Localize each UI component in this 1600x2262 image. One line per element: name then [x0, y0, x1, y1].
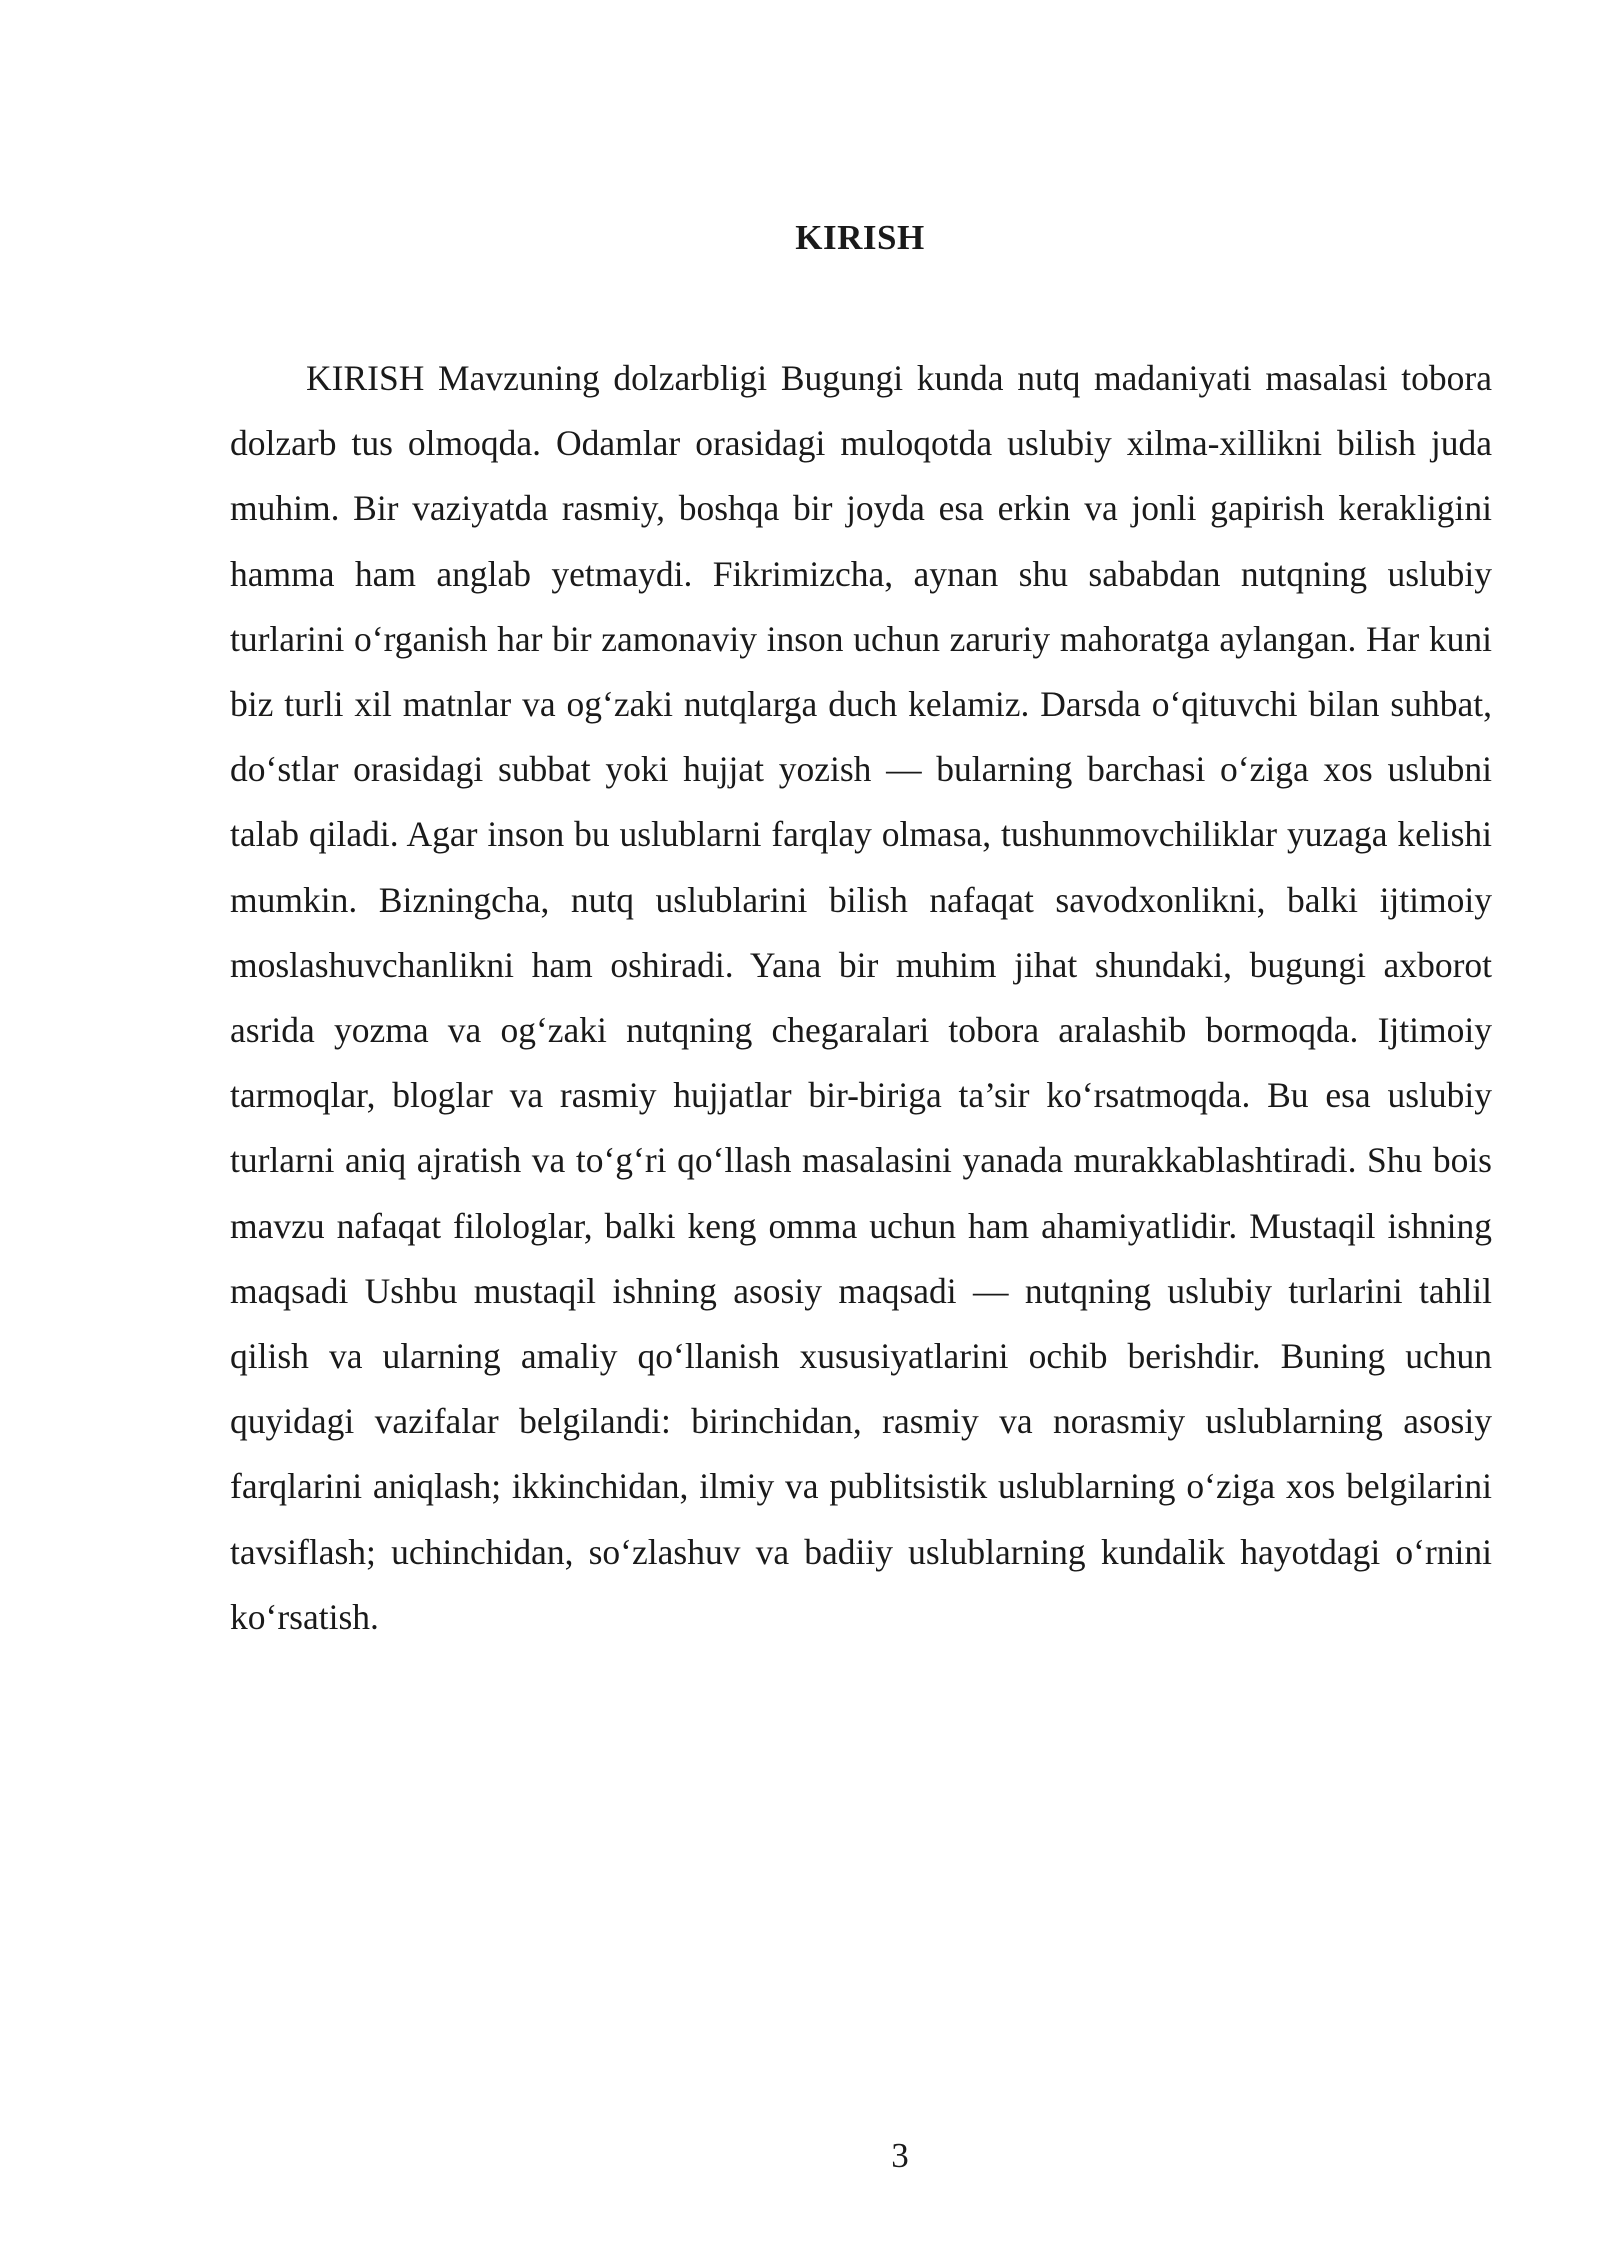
body-paragraph: KIRISH Mavzuning dolzarbligi Bugungi kunda nutq madaniyati masalasi tobora dolzarb tus olmoqda. Odamlar orasidagi muloqotda uslubiy xilma-xillikni bilish juda muhim. Bir vaziyatda rasmiy, boshqa bir joyda esa erkin va jonli gapirish kerakligini hamma ham anglab yetmaydi. Fikrimizcha, aynan shu sababdan nutqning uslubiy turlarini o‘rganish har bir zamonaviy inson uchun zaruriy mahoratga aylangan. Har kuni biz turli xil matnlar va og‘zaki nutqlarga duch kelamiz. Darsda o‘qituvchi bilan suhbat, do‘stlar orasidagi subbat yoki hujjat yozish — bularning barchasi o‘ziga xos uslubni talab qiladi. Agar inson bu uslublarni farqlay olmasa, tushunmovchiliklar yuzaga kelishi mumkin. Bizningcha, nutq uslublarini bilish nafaqat savodxonlikni, balki ijtimoiy moslashuvchanlikni ham oshiradi. Yana bir muhim jihat shundaki, bugungi axborot asrida yozma va og‘zaki nutqning chegaralari tobora aralashib bormoqda. Ijtimoiy tarmoqlar, bloglar va rasmiy hujjatlar bir-biriga ta’sir ko‘rsatmoqda. Bu esa uslubiy turlarni aniq ajratish va to‘g‘ri qo‘llash masalasini yanada murakkablashtiradi. Shu bois mavzu nafaqat filologlar, balki keng omma uchun ham ahamiyatlidir. Mustaqil ishning maqsadi Ushbu mustaqil ishning asosiy maqsadi — nutqning uslubiy turlarini tahlil qilish va ularning amaliy qo‘llanish xususiyatlarini ochib berishdir. Buning uchun quyidagi vazifalar belgilandi: birinchidan, rasmiy va norasmiy uslublarning asosiy farqlarini aniqlash; ikkinchidan, ilmiy va publitsistik uslublarning o‘ziga xos belgilarini tavsiflash; uchinchidan, so‘zlashuv va badiiy uslublarning kundalik hayotdagi o‘rnini ko‘rsatish. — [230, 358, 1492, 1637]
page-number: 3 — [891, 2136, 909, 2175]
page-title: KIRISH — [795, 218, 925, 257]
